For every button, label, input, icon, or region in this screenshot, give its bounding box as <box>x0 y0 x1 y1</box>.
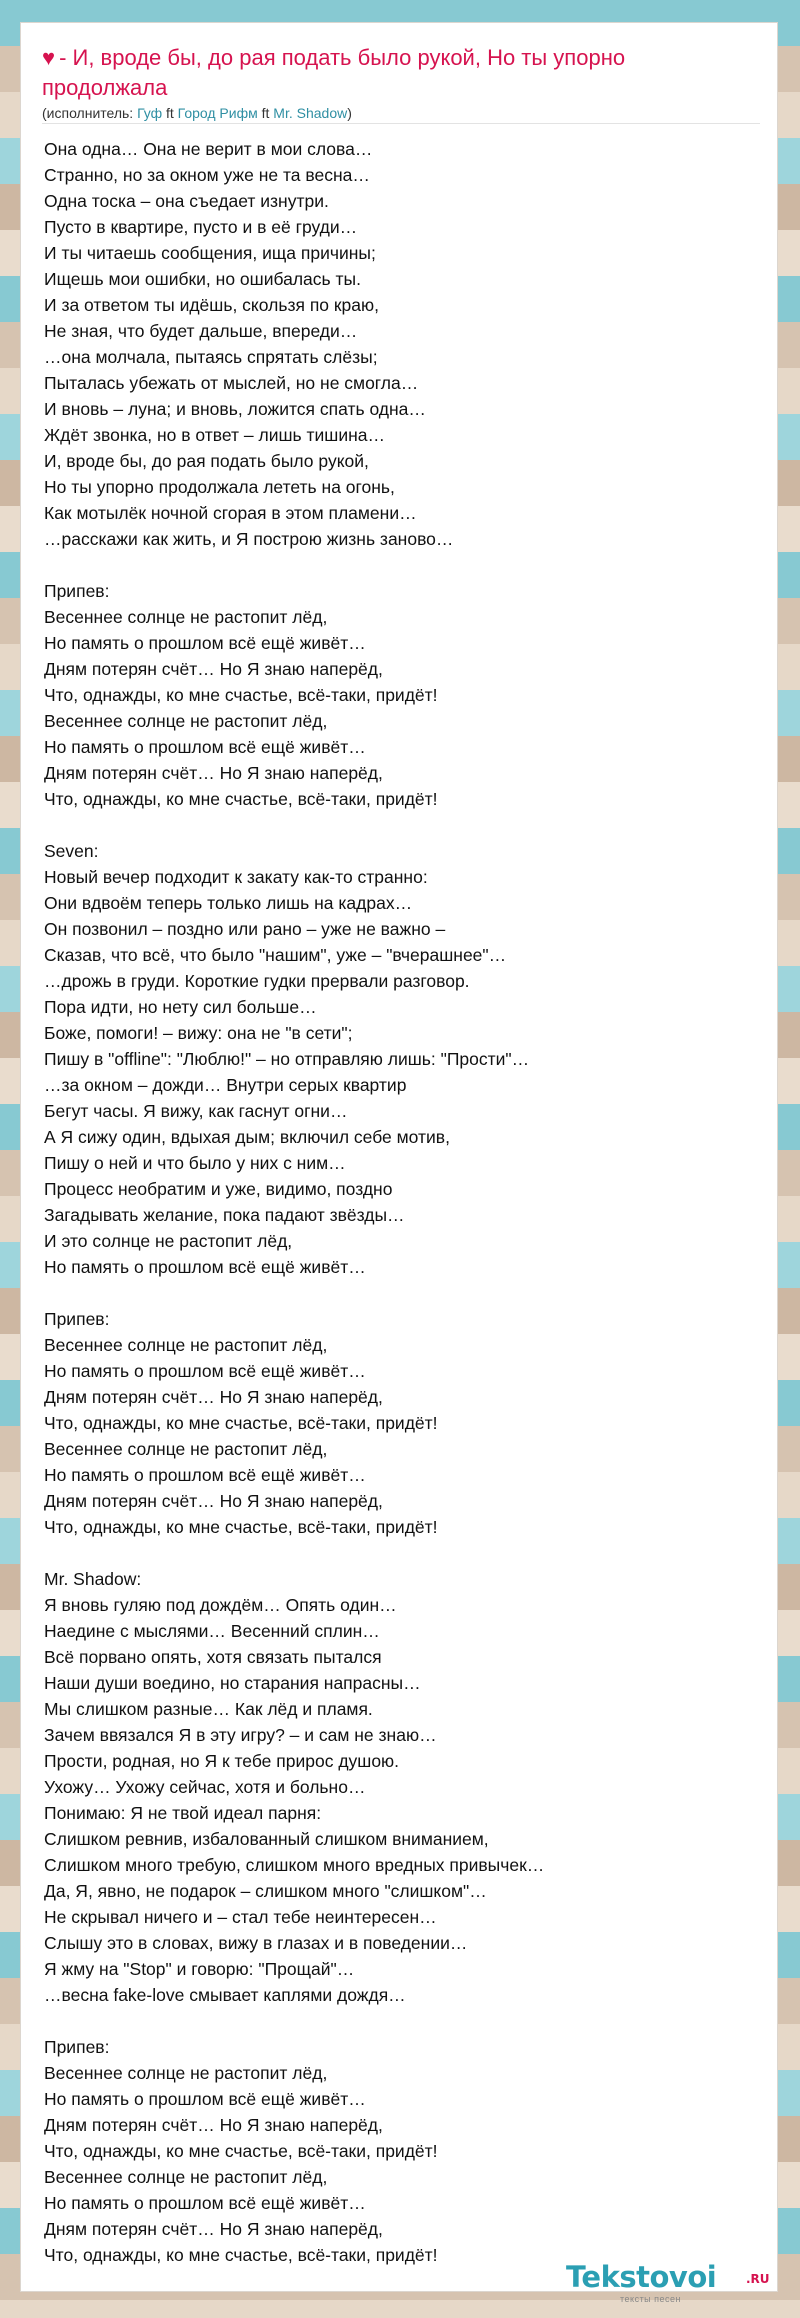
lyric-line: Она одна… Она не верит в мои слова… <box>44 139 373 159</box>
lyric-line: Ухожу… Ухожу сейчас, хотя и больно… <box>44 1777 366 1797</box>
lyric-line: И вновь – луна; и вновь, ложится спать одна… <box>44 399 426 419</box>
logo-tagline: тексты песен <box>620 2294 682 2304</box>
lyric-line: Процесс необратим и уже, видимо, поздно <box>44 1179 393 1199</box>
lyric-line: Наедине с мыслями… Весенний сплин… <box>44 1621 380 1641</box>
lyric-line: Припев: <box>44 581 110 601</box>
lyric-line: Пусто в квартире, пусто и в её груди… <box>44 217 358 237</box>
lyric-line: Одна тоска – она съедает изнутри. <box>44 191 329 211</box>
lyric-line: А Я сижу один, вдыхая дым; включил себе мотив, <box>44 1127 450 1147</box>
lyric-line: Слышу это в словах, вижу в глазах и в поведении… <box>44 1933 468 1953</box>
lyric-line: Весеннее солнце не растопит лёд, <box>44 1439 328 1459</box>
lyric-line: Странно, но за окном уже не та весна… <box>44 165 370 185</box>
lyric-line: Слишком ревнив, избалованный слишком вниманием, <box>44 1829 489 1849</box>
lyric-line: Ищешь мои ошибки, но ошибалась ты. <box>44 269 361 289</box>
lyric-line: Прости, родная, но Я к тебе прирос душою. <box>44 1751 400 1771</box>
lyric-line: Да, Я, явно, не подарок – слишком много "слишком"… <box>44 1881 487 1901</box>
site-logo[interactable] <box>566 2260 770 2304</box>
lyric-line: Пишу в "offline": "Люблю!" – но отправляю лишь: "Прости"… <box>44 1049 530 1069</box>
lyric-line: Всё порвано опять, хотя связать пытался <box>44 1647 382 1667</box>
lyric-line: Припев: <box>44 1309 110 1329</box>
lyric-line: Но память о прошлом всё ещё живёт… <box>44 737 366 757</box>
lyric-line: …она молчала, пытаясь спрятать слёзы; <box>44 347 378 367</box>
artists-line <box>42 105 352 121</box>
lyric-line <box>44 1280 764 1306</box>
lyric-line: Мы слишком разные… Как лёд и пламя. <box>44 1699 373 1719</box>
lyric-line: Но память о прошлом всё ещё живёт… <box>44 1465 366 1485</box>
lyric-line: Весеннее солнце не растопит лёд, <box>44 2063 328 2083</box>
page-title <box>42 43 742 103</box>
lyric-line: Дням потерян счёт… Но Я знаю наперёд, <box>44 1387 383 1407</box>
lyric-line: …за окном – дожди… Внутри серых квартир <box>44 1075 407 1095</box>
lyric-line: Что, однажды, ко мне счастье, всё-таки, придёт! <box>44 685 438 705</box>
lyric-line: …расскажи как жить, и Я построю жизнь заново… <box>44 529 454 549</box>
lyric-line: Не зная, что будет дальше, впереди… <box>44 321 358 341</box>
lyric-line: Ждёт звонка, но в ответ – лишь тишина… <box>44 425 386 445</box>
title-divider <box>42 123 760 124</box>
lyric-line: Дням потерян счёт… Но Я знаю наперёд, <box>44 763 383 783</box>
lyric-line: Загадывать желание, пока падают звёзды… <box>44 1205 405 1225</box>
lyric-line: Что, однажды, ко мне счастье, всё-таки, придёт! <box>44 2245 438 2265</box>
lyric-line <box>44 1540 764 1566</box>
lyric-line <box>44 552 764 578</box>
lyric-line <box>44 2008 764 2034</box>
lyric-line: Дням потерян счёт… Но Я знаю наперёд, <box>44 2219 383 2239</box>
lyric-line: Дням потерян счёт… Но Я знаю наперёд, <box>44 2115 383 2135</box>
logo-brand: Tekstovoi <box>566 2260 717 2294</box>
lyric-line: Но память о прошлом всё ещё живёт… <box>44 1257 366 1277</box>
lyric-line: Пишу о ней и что было у них с ним… <box>44 1153 346 1173</box>
lyric-line: Припев: <box>44 2037 110 2057</box>
lyrics-text <box>44 136 764 2268</box>
lyric-line: Я жму на "Stop" и говорю: "Прощай"… <box>44 1959 355 1979</box>
heart-icon: ♥ <box>42 45 56 70</box>
artist-link-gorod-rifm[interactable]: Город Рифм <box>177 105 258 121</box>
lyric-line: Новый вечер подходит к закату как-то странно: <box>44 867 428 887</box>
lyric-line: Mr. Shadow: <box>44 1569 142 1589</box>
lyric-line: Весеннее солнце не растопит лёд, <box>44 2167 328 2187</box>
lyric-line: Пора идти, но нету сил больше… <box>44 997 317 1017</box>
lyric-line: Я вновь гуляю под дождём… Опять один… <box>44 1595 397 1615</box>
artists-separator: ft <box>257 105 274 121</box>
lyric-line: Они вдвоём теперь только лишь на кадрах… <box>44 893 413 913</box>
lyric-line: Весеннее солнце не растопит лёд, <box>44 607 328 627</box>
lyrics-page <box>20 22 778 2292</box>
lyric-line: Но ты упорно продолжала лететь на огонь, <box>44 477 395 497</box>
lyric-line: Зачем ввязался Я в эту игру? – и сам не знаю… <box>44 1725 437 1745</box>
artist-link-guf[interactable]: Гуф <box>137 105 163 121</box>
lyric-line: Дням потерян счёт… Но Я знаю наперёд, <box>44 659 383 679</box>
lyric-line: Но память о прошлом всё ещё живёт… <box>44 2089 366 2109</box>
lyric-line: Понимаю: Я не твой идеал парня: <box>44 1803 322 1823</box>
artist-link-mr-shadow[interactable]: Mr. Shadow <box>273 105 348 121</box>
lyric-line: Но память о прошлом всё ещё живёт… <box>44 2193 366 2213</box>
lyric-line: Что, однажды, ко мне счастье, всё-таки, придёт! <box>44 1517 438 1537</box>
artists-separator: ft <box>162 105 178 121</box>
lyric-line: Дням потерян счёт… Но Я знаю наперёд, <box>44 1491 383 1511</box>
lyric-line: Seven: <box>44 841 99 861</box>
lyric-line: Не скрывал ничего и – стал тебе неинтересен… <box>44 1907 437 1927</box>
lyric-line: Весеннее солнце не растопит лёд, <box>44 1335 328 1355</box>
lyric-line: …весна fake-love смывает каплями дождя… <box>44 1985 406 2005</box>
lyric-line: Но память о прошлом всё ещё живёт… <box>44 633 366 653</box>
lyric-line: Что, однажды, ко мне счастье, всё-таки, придёт! <box>44 2141 438 2161</box>
lyric-line: Сказав, что всё, что было "нашим", уже – "вчерашнее"… <box>44 945 507 965</box>
lyric-line: Весеннее солнце не растопит лёд, <box>44 711 328 731</box>
lyric-line: Бегут часы. Я вижу, как гаснут огни… <box>44 1101 348 1121</box>
lyric-line: Как мотылёк ночной сгорая в этом пламени… <box>44 503 417 523</box>
lyric-line: Пыталась убежать от мыслей, но не смогла… <box>44 373 419 393</box>
artists-prefix: (исполнитель: <box>42 105 138 121</box>
lyric-line: Он позвонил – поздно или рано – уже не важно – <box>44 919 446 939</box>
lyric-line: И ты читаешь сообщения, ища причины; <box>44 243 376 263</box>
lyric-line: Слишком много требую, слишком много вредных привычек… <box>44 1855 545 1875</box>
lyric-line: Боже, помоги! – вижу: она не "в сети"; <box>44 1023 353 1043</box>
song-title: - И, вроде бы, до рая подать было рукой, Но ты упорно продолжала <box>42 45 626 100</box>
artists-suffix: ) <box>347 105 352 121</box>
lyric-line: Что, однажды, ко мне счастье, всё-таки, придёт! <box>44 789 438 809</box>
lyric-line <box>44 812 764 838</box>
lyric-line: …дрожь в груди. Короткие гудки прервали разговор. <box>44 971 470 991</box>
lyric-line: И это солнце не растопит лёд, <box>44 1231 293 1251</box>
lyric-line: И, вроде бы, до рая подать было рукой, <box>44 451 369 471</box>
lyric-line: И за ответом ты идёшь, скользя по краю, <box>44 295 379 315</box>
lyric-line: Что, однажды, ко мне счастье, всё-таки, придёт! <box>44 1413 438 1433</box>
lyric-line: Наши души воедино, но старания напрасны… <box>44 1673 421 1693</box>
lyric-line: Но память о прошлом всё ещё живёт… <box>44 1361 366 1381</box>
logo-tld: .RU <box>746 2272 770 2286</box>
